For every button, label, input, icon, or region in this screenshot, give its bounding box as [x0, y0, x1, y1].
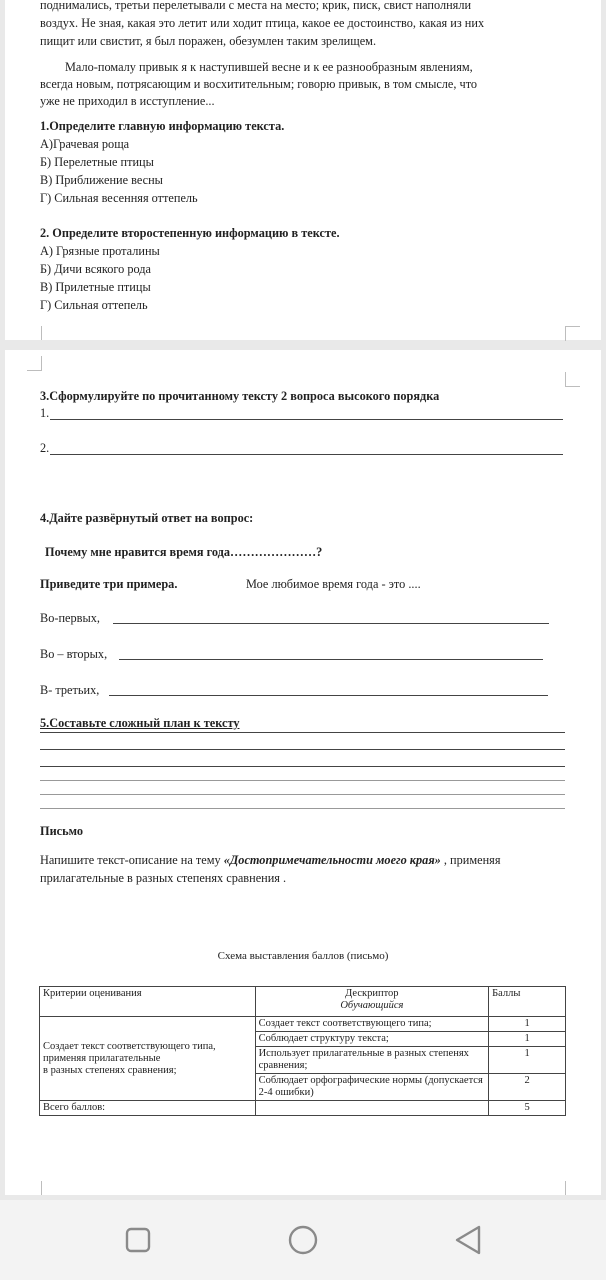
q4-first-answer-line[interactable] [113, 623, 549, 624]
crop-mark [565, 1181, 580, 1195]
scheme-title: Схема выставления баллов (письмо) [217, 950, 389, 962]
q1-option-c: В) Приближение весны [40, 173, 163, 187]
question-3-title: 3.Сформулируйте по прочитанному тексту 2 вопроса высокого порядка [40, 389, 440, 403]
q5-answer-line[interactable] [40, 794, 565, 795]
points-cell: 1 [489, 1047, 566, 1074]
header-criteria: Критерии оценивания [40, 987, 256, 1017]
q4-second-answer-line[interactable] [119, 659, 543, 660]
q4-first-label: Во-первых, [40, 611, 100, 625]
question-5-title: 5.Составьте сложный план к тексту [40, 716, 240, 730]
descriptor-cell: Использует прилагательные в разных степенях сравнения; [255, 1047, 489, 1074]
question-4-title: 4.Дайте развёрнутый ответ на вопрос: [40, 511, 254, 525]
q5-answer-line[interactable] [40, 780, 565, 781]
back-icon [448, 1220, 488, 1260]
total-points: 5 [489, 1101, 566, 1116]
q2-option-d: Г) Сильная оттепель [40, 298, 148, 312]
q1-option-a: А)Грачевая роща [40, 137, 130, 151]
document-page-1 [5, 0, 601, 340]
q5-answer-line[interactable] [40, 732, 565, 733]
points-cell: 1 [489, 1032, 566, 1047]
q2-option-a: А) Грязные проталины [40, 244, 160, 258]
descriptor-cell: Соблюдает орфографические нормы (допускается 2-4 ошибки) [255, 1074, 489, 1101]
points-cell: 2 [489, 1074, 566, 1101]
points-cell: 1 [489, 1017, 566, 1032]
criterion-line: Создает текст соответствующего типа, [43, 1040, 216, 1052]
home-icon [283, 1220, 323, 1260]
header-descriptor-label: Дескриптор [345, 988, 399, 999]
letter-task-prefix: Напишите текст-описание на тему [40, 853, 224, 867]
recent-apps-icon [118, 1220, 158, 1260]
text-line: воздух. Не зная, какая это летит или ходит птица, какое ее достоинство, какая из них [40, 16, 485, 30]
q5-answer-line[interactable] [40, 808, 565, 809]
text-line: всегда новым, потрясающим и восхитительным; говорю привык, в том смысле, что [40, 77, 478, 91]
q4-third-answer-line[interactable] [109, 695, 548, 696]
descriptor-cell: Соблюдает структуру текста; [255, 1032, 489, 1047]
q5-answer-line[interactable] [40, 749, 565, 750]
text-line: Мало-помалу привык я к наступившей весне и к ее разнообразным явлениям, [65, 60, 473, 74]
q4-second-label: Во – вторых, [40, 647, 108, 661]
table-total-row [40, 1101, 566, 1116]
letter-task-line-1 [40, 853, 500, 869]
letter-task-suffix: , применяя [440, 853, 501, 867]
q3-line-1-label: 1. [40, 406, 50, 420]
descriptor-cell: Создает текст соответствующего типа; [255, 1017, 489, 1032]
table-row [40, 1017, 566, 1032]
crop-mark [27, 1181, 42, 1195]
q3-line-2-label: 2. [40, 441, 50, 455]
crop-mark [565, 326, 580, 341]
scoring-table [39, 986, 566, 1116]
q2-option-b: Б) Дичи всякого рода [40, 262, 152, 276]
q4-third-label: В- третьих, [40, 683, 100, 697]
home-button[interactable] [283, 1220, 323, 1260]
q5-answer-line[interactable] [40, 766, 565, 767]
text-line: поднимались, третьи перелетывали с места на место; крик, писк, свист наполняли [40, 0, 472, 12]
total-empty-cell [255, 1101, 489, 1116]
criterion-cell [40, 1017, 256, 1101]
crop-mark [27, 326, 42, 340]
question-2-title: 2. Определите второстепенную информацию в тексте. [40, 226, 340, 240]
letter-topic: «Достопримечательности моего края» [223, 853, 441, 867]
criterion-line: применяя прилагательные [43, 1052, 161, 1064]
crop-mark [27, 356, 42, 371]
recent-apps-button[interactable] [118, 1220, 158, 1260]
q3-answer-line-2[interactable] [50, 454, 563, 455]
header-descriptor [255, 987, 489, 1017]
q1-option-b: Б) Перелетные птицы [40, 155, 154, 169]
back-button[interactable] [448, 1220, 488, 1260]
letter-task-line-2: прилагательные в разных степенях сравнения . [40, 871, 287, 885]
q4-examples-label: Приведите три примера. [40, 577, 178, 591]
q1-option-d: Г) Сильная весенняя оттепель [40, 191, 198, 205]
header-points: Баллы [489, 987, 566, 1017]
text-line: уже не приходил в исступление... [40, 94, 215, 108]
q4-question: Почему мне нравится время года…………………? [45, 545, 323, 559]
total-label: Всего баллов: [40, 1101, 256, 1116]
document-page-2 [5, 350, 601, 1195]
text-line: пищит или свистит, я был поражен, обезумлен таким зрелищем. [40, 34, 377, 48]
system-navigation-bar [0, 1200, 606, 1280]
criterion-line: в разных степенях сравнения; [43, 1064, 177, 1076]
question-1-title: 1.Определите главную информацию текста. [40, 119, 285, 133]
q2-option-c: В) Прилетные птицы [40, 280, 151, 294]
q3-answer-line-1[interactable] [50, 419, 563, 420]
crop-mark [565, 372, 580, 387]
q4-favorite-season: Мое любимое время года - это .... [246, 577, 421, 591]
table-header-row [40, 987, 566, 1017]
header-student-label: Обучающийся [340, 1000, 404, 1011]
letter-title: Письмо [40, 824, 83, 838]
